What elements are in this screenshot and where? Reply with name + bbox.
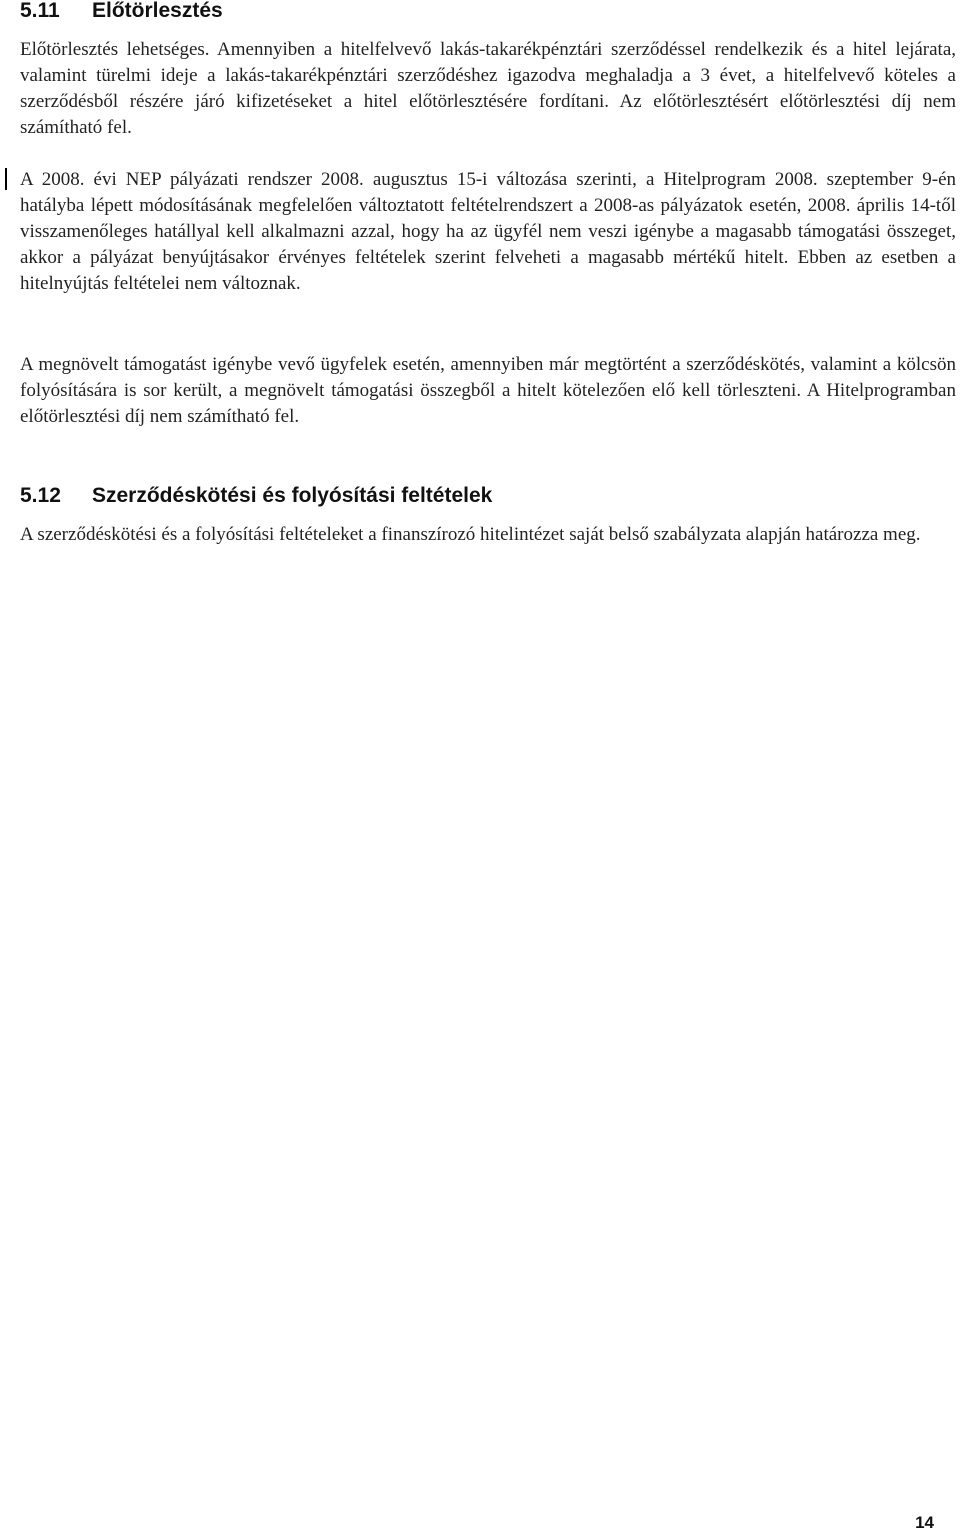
page-number: 14	[915, 1513, 934, 1532]
section-title: Szerződéskötési és folyósítási feltételek	[92, 484, 493, 507]
paragraph-increased-support: A megnövelt támogatást igénybe vevő ügyfelek esetén, amennyiben már megtörtént a szerződéskötés, valamint a kölcsön folyósítására is sor került, a megnövelt támogatási összegből a hitelt kötelezően elő kell törleszteni. A Hitelprogramban előtörlesztési díj nem számítható fel.	[20, 354, 956, 427]
section-heading-5-12	[20, 483, 492, 509]
revision-change-bar	[5, 168, 7, 190]
section-title: Előtörlesztés	[92, 0, 223, 22]
paragraph-contract-conditions: A szerződéskötési és a folyósítási feltételeket a finanszírozó hitelintézet saját belső szabályzata alapján határozza meg.	[20, 524, 921, 545]
paragraph-prepayment-intro: Előtörlesztés lehetséges. Amennyiben a hitelfelvevő lakás-takarékpénztári szerződéssel rendelkezik és a hitel lejárata, valamint türelmi ideje a lakás-takarékpénztári szerződéshez igazodva meghaladja a 3 évet, a hitelfelvevő köteles a szerződésből részére járó kifizetéseket a hitel előtörlesztésére fordítani. Az előtörlesztésért előtörlesztési díj nem számítható fel.	[20, 39, 956, 138]
paragraph-nep-2008: A 2008. évi NEP pályázati rendszer 2008. augusztus 15-i változása szerinti, a Hitelprogram 2008. szeptember 9-én hatályba lépett módosításának megfelelően változtatott feltételrendszert a 2008-as pályázatok esetén, 2008. április 14-től visszamenőleges hatállyal kell alkalmazni azzal, hogy ha az ügyfél nem veszi igénybe a magasabb támogatási összeget, akkor a pályázat benyújtásakor érvényes feltételek szerint felveheti a magasabb mértékű hitelt. Ebben az esetben a hitelnyújtás feltételei nem változnak.	[20, 169, 956, 294]
section-number: 5.12	[20, 484, 61, 507]
section-heading-5-11	[20, 0, 223, 24]
section-number: 5.11	[20, 0, 60, 22]
